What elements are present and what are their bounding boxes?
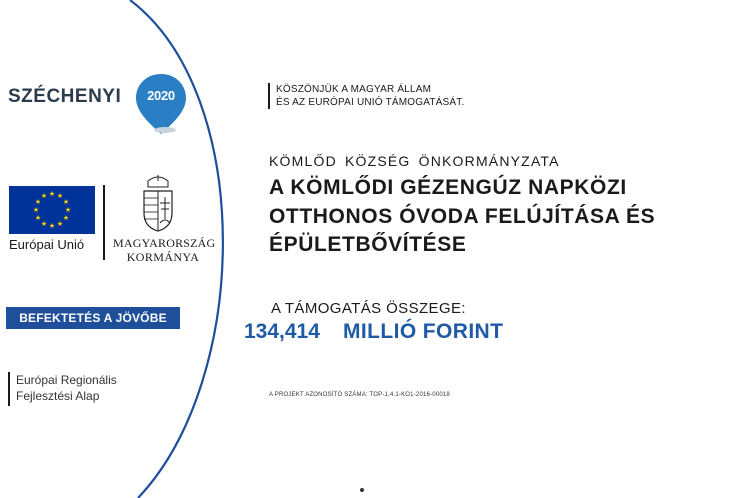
government-label-line2: KORMÁNYA — [126, 250, 200, 264]
map-pin-icon — [132, 72, 190, 138]
szechenyi-year: 2020 — [147, 88, 175, 103]
svg-text:★: ★ — [64, 206, 72, 214]
svg-text:★: ★ — [40, 192, 48, 200]
fund-bar — [8, 372, 10, 406]
eu-flag-icon — [9, 186, 95, 234]
thanks-line2: ÉS AZ EURÓPAI UNIÓ TÁMOGATÁSÁT. — [276, 97, 465, 108]
project-title-line2: OTTHONOS ÓVODA FELÚJÍTÁSA ÉS — [269, 205, 656, 228]
svg-text:★: ★ — [34, 198, 42, 206]
svg-text:★: ★ — [56, 220, 64, 228]
svg-text:★: ★ — [56, 192, 64, 200]
hungarian-coat-of-arms-icon — [138, 175, 178, 233]
logo-separator — [103, 185, 105, 260]
svg-text:★: ★ — [62, 214, 70, 222]
svg-text:★: ★ — [32, 206, 40, 214]
eu-label: Európai Unió — [9, 237, 85, 252]
fund-name-line2: Fejlesztési Alap — [16, 389, 100, 403]
support-amount-unit: MILLIÓ FORINT — [343, 320, 504, 343]
thanks-bar — [268, 83, 270, 109]
project-title-line3: ÉPÜLETBŐVÍTÉSE — [269, 233, 467, 256]
thanks-line1: KÖSZÖNJÜK A MAGYAR ÁLLAM — [276, 84, 432, 95]
government-label-line1: MAGYARORSZÁG — [113, 236, 216, 250]
svg-text:★: ★ — [34, 214, 42, 222]
svg-text:★: ★ — [48, 222, 56, 230]
fund-name-line1: Európai Regionális — [16, 373, 117, 387]
szechenyi-logo-text: SZÉCHENYI — [8, 86, 122, 107]
support-amount-value: 134,414 — [244, 320, 320, 343]
project-title-line1: A KÖMLŐDI GÉZENGÚZ NAPKÖZI — [269, 176, 627, 199]
invest-in-future-badge: BEFEKTETÉS A JÖVŐBE — [6, 307, 180, 329]
support-amount-label: A TÁMOGATÁS ÖSSZEGE: — [271, 300, 466, 317]
svg-text:★: ★ — [40, 220, 48, 228]
svg-text:★: ★ — [62, 198, 70, 206]
footer-dot — [360, 488, 364, 492]
svg-text:★: ★ — [48, 190, 56, 198]
beneficiary-name: KÖMLŐD KÖZSÉG ÖNKORMÁNYZATA — [269, 153, 560, 169]
project-id: A PROJEKT AZONOSÍTÓ SZÁMA: TOP-1.4.1-KO1-2016-00018 — [269, 392, 450, 398]
